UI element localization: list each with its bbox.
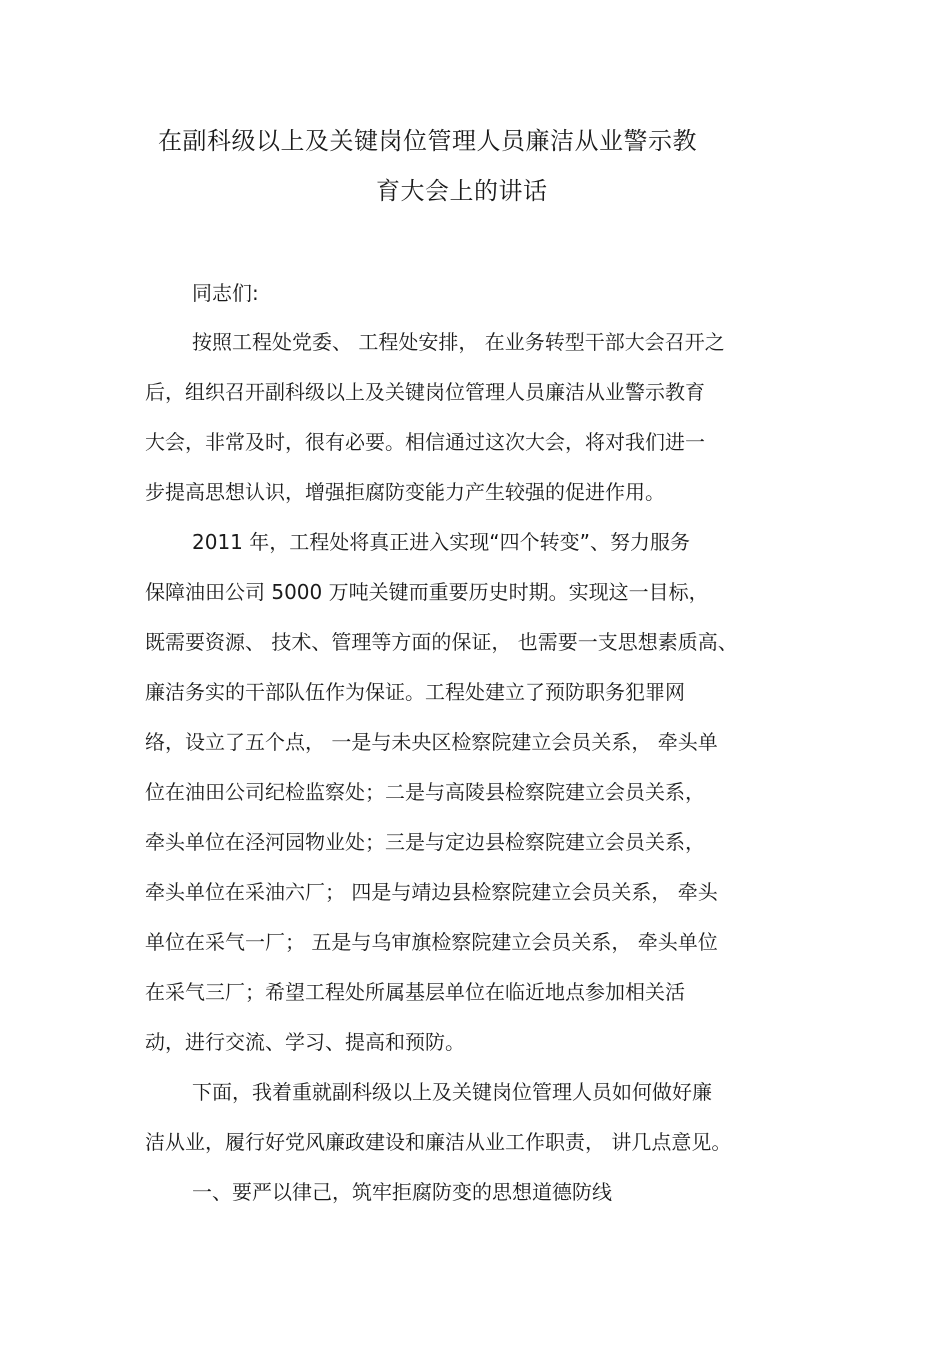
paragraph-2-line-1: 2011 年，工程处将真正进入实现“四个转变”、努力服务 <box>192 530 690 554</box>
paragraph-1-line-3: 大会，非常及时，很有必要。相信通过这次大会，将对我们进一 <box>145 430 705 454</box>
paragraph-2-line-7: 牵头单位在泾河园物业处；三是与定边县检察院建立会员关系， <box>145 830 705 854</box>
paragraph-2-line-8: 牵头单位在采油六厂； 四是与靖边县检察院建立会员关系， 牵头 <box>145 880 718 904</box>
paragraph-2-line-5: 络，设立了五个点， 一是与未央区检察院建立会员关系， 牵头单 <box>145 730 718 754</box>
paragraph-2-line-2: 保障油田公司 5000 万吨关键而重要历史时期。实现这一目标， <box>145 580 709 604</box>
paragraph-1-line-4: 步提高思想认识，增强拒腐防变能力产生较强的促进作用。 <box>145 480 665 504</box>
section-heading-1: 一、要严以律己，筑牢拒腐防变的思想道德防线 <box>192 1180 612 1204</box>
document-title-line-2: 育大会上的讲话 <box>376 177 548 205</box>
paragraph-3-line-1: 下面，我着重就副科级以上及关键岗位管理人员如何做好廉 <box>192 1080 712 1104</box>
paragraph-2-line-3: 既需要资源、 技术、管理等方面的保证， 也需要一支思想素质高、 <box>145 630 738 654</box>
paragraph-2-line-4: 廉洁务实的干部队伍作为保证。工程处建立了预防职务犯罪网 <box>145 680 685 704</box>
paragraph-2-line-6: 位在油田公司纪检监察处；二是与高陵县检察院建立会员关系， <box>145 780 705 804</box>
document-title-line-1: 在副科级以上及关键岗位管理人员廉洁从业警示教 <box>158 127 697 155</box>
paragraph-2-line-9: 单位在采气一厂； 五是与乌审旗检察院建立会员关系， 牵头单位 <box>145 930 718 954</box>
paragraph-1-line-1: 按照工程处党委、 工程处安排， 在业务转型干部大会召开之 <box>192 330 725 354</box>
salutation: 同志们: <box>192 281 259 305</box>
paragraph-3-line-2: 洁从业，履行好党风廉政建设和廉洁从业工作职责， 讲几点意见。 <box>145 1130 732 1154</box>
paragraph-2-line-10: 在采气三厂；希望工程处所属基层单位在临近地点参加相关活 <box>145 980 685 1004</box>
paragraph-2-line-11: 动，进行交流、学习、提高和预防。 <box>145 1030 465 1054</box>
paragraph-1-line-2: 后，组织召开副科级以上及关键岗位管理人员廉洁从业警示教育 <box>145 380 705 404</box>
